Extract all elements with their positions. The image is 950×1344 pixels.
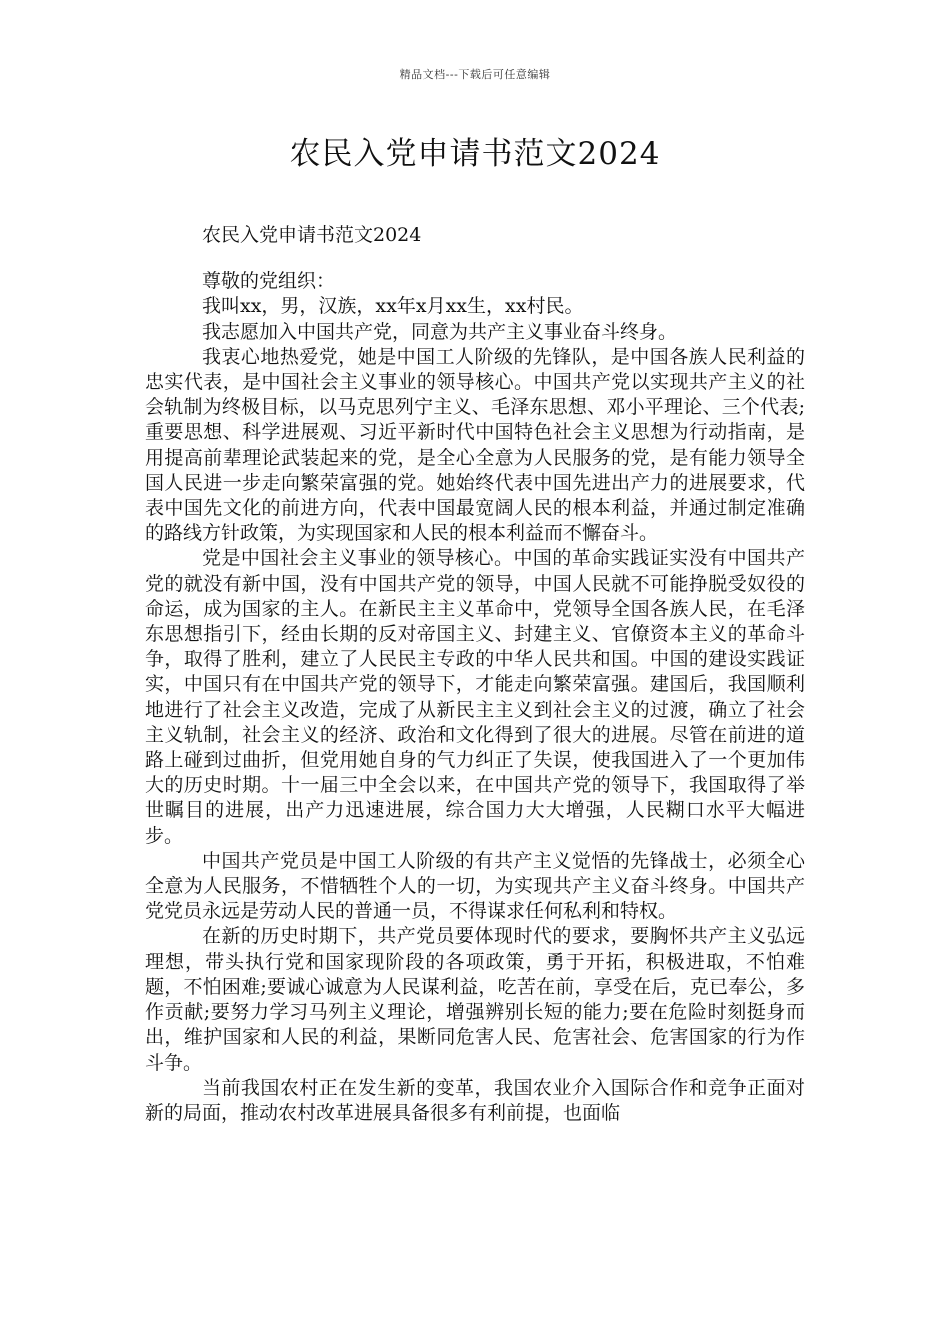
document-subtitle: 农民入党申请书范文2024 [202,224,422,246]
paragraph-new-era: 在新的历史时期下，共产党员要体现时代的要求，要胸怀共产主义弘远理想，带头执行党和国家现阶段的各项政策，勇于开拓，积极进取，不怕难题，不怕困难;要诚心诚意为人民谋利益，吃苦在前，享受在后，克已奉公，多作贡献;要努力学习马列主义理论，增强辨别长短的能力;要在危险时刻挺身而出，维护国家和人民的利益，果断同危害人民、危害社会、危害国家的行为作斗争。 [145,925,805,1074]
paragraph-member-duty: 中国共产党员是中国工人阶级的有共产主义觉悟的先锋战士，必须全心全意为人民服务，不惜牺牲个人的一切，为实现共产主义奋斗终身。中国共产党党员永远是劳动人民的普通一员，不得谋求任何私利和特权。 [145,849,805,923]
document-title: 农民入党申请书范文2024 [289,136,661,172]
wish-line: 我志愿加入中国共产党，同意为共产主义事业奋斗终身。 [202,320,678,343]
header-note: 精品文档---下载后可任意编辑 [399,68,551,81]
document-body [145,223,805,1126]
paragraph-love-party: 我衷心地热爱党，她是中国工人阶级的先锋队，是中国各族人民利益的忠实代表，是中国社会主义事业的领导核心。中国共产党以实现共产主义的社会轨制为终极目标，以马克思列宁主义、毛泽东思想、邓小平理论、三个代表;重要思想、科学进展观、习近平新时代中国特色社会主义思想为行动指南，是用提高前辈理论武装起来的党，是全心全意为人民服务的党，是有能力领导全国人民进一步走向繁荣富强的党。她始终代表中国先进出产力的进展要求，代表中国先文化的前进方向，代表中国最宽阔人民的根本利益，并通过制定准确的路线方针政策，为实现国家和人民的根本利益而不懈奋斗。 [145,345,805,545]
paragraph-party-core: 党是中国社会主义事业的领导核心。中国的革命实践证实没有中国共产党的就没有新中国，没有中国共产党的领导，中国人民就不可能挣脱受奴役的命运，成为国家的主人。在新民主主义革命中，党领导全国各族人民，在毛泽东思想指引下，经由长期的反对帝国主义、封建主义、官僚资本主义的革命斗争，取得了胜利，建立了人民民主专政的中华人民共和国。中国的建设实践证实，中国只有在中国共产党的领导下，才能走向繁荣富强。建国后，我国顺利地进行了社会主义改造，完成了从新民主主义到社会主义的过渡，确立了社会主义轨制，社会主义的经济、政治和文化得到了很大的进展。尽管在前进的道路上碰到过曲折，但党用她自身的气力纠正了失误，使我国进入了一个更加伟大的历史时期。十一届三中全会以来，在中国共产党的领导下，我国取得了举世瞩目的进展，出产力迅速进展，综合国力大大增强，人民糊口水平大幅进步。 [145,547,805,847]
intro-line: 我叫xx，男，汉族，xx年x月xx生，xx村民。 [202,295,584,318]
paragraph-rural-reform: 当前我国农村正在发生新的变革，我国农业介入国际合作和竞争正面对新的局面，推动农村改革进展具备很多有利前提，也面临 [145,1076,805,1124]
salutation: 尊敬的党组织： [202,270,336,293]
